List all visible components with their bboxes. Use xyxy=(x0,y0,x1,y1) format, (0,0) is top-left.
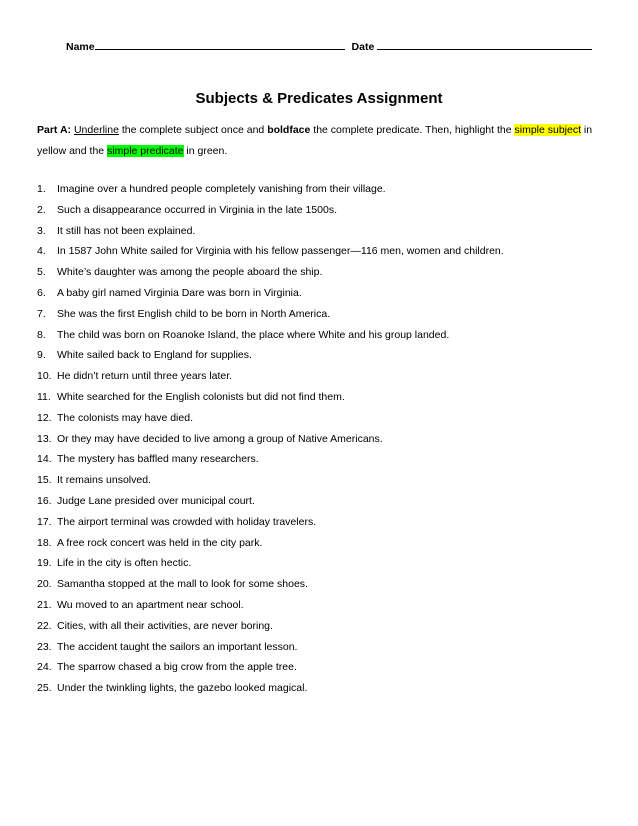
sentence-text: White searched for the English colonists but did not find them. xyxy=(57,390,345,403)
instructions xyxy=(37,120,602,162)
sentence-text: The airport terminal was crowded with holiday travelers. xyxy=(57,515,317,528)
sentence-item xyxy=(37,553,602,574)
sentence-text: Cities, with all their activities, are never boring. xyxy=(57,619,273,632)
sentence-item xyxy=(37,574,602,595)
sentence-text: Imagine over a hundred people completely vanishing from their village. xyxy=(57,183,386,195)
instructions-text-1: the complete subject once and xyxy=(118,124,268,136)
sentence-text: Such a disappearance occurred in Virginia in the late 1500s. xyxy=(57,203,337,216)
sentence-number: 13. xyxy=(37,432,52,445)
sentence-item xyxy=(37,262,602,283)
sentence-item xyxy=(37,512,602,533)
sentence-number: 8. xyxy=(37,328,46,341)
sentence-text: Life in the city is often hectic. xyxy=(57,557,192,570)
sentence-number: 1. xyxy=(37,183,46,195)
sentence-number: 11. xyxy=(37,390,51,403)
sentence-item xyxy=(37,533,602,554)
sentence-number: 14. xyxy=(37,453,52,466)
instructions-text-2: the complete predicate. Then, highlight the xyxy=(310,124,515,136)
sentence-item xyxy=(37,616,602,637)
sentence-text: It remains unsolved. xyxy=(57,474,151,487)
sentence-item xyxy=(37,241,602,262)
date-blank xyxy=(377,38,592,50)
sentence-text: The accident taught the sailors an important lesson. xyxy=(57,640,298,653)
sentence-text: It still has not been explained. xyxy=(57,224,196,237)
sentence-text: A free rock concert was held in the city park. xyxy=(57,536,263,549)
sentence-number: 24. xyxy=(37,661,52,674)
sentence-item xyxy=(37,637,602,658)
sentence-number: 5. xyxy=(37,266,46,279)
instructions-text-4: in green. xyxy=(183,145,228,157)
sentence-text: He didn’t return until three years later. xyxy=(57,370,233,383)
sentence-item xyxy=(37,387,602,408)
sentence-number: 19. xyxy=(37,557,52,570)
sentence-number: 2. xyxy=(37,203,46,216)
sentence-item xyxy=(37,345,602,366)
sentence-text: The mystery has baffled many researchers. xyxy=(57,453,259,466)
sentence-number: 15. xyxy=(37,474,52,487)
sentence-text: Under the twinkling lights, the gazebo looked magical. xyxy=(57,682,308,695)
sentence-item xyxy=(37,678,602,699)
sentence-text: White sailed back to England for supplies. xyxy=(57,349,252,362)
sentence-item xyxy=(37,429,602,450)
sentence-number: 4. xyxy=(37,245,46,258)
page-title: Subjects & Predicates Assignment xyxy=(195,90,443,107)
sentence-item xyxy=(37,325,602,346)
sentence-item xyxy=(37,491,602,512)
sentence-item xyxy=(37,657,602,678)
sentence-text: Wu moved to an apartment near school. xyxy=(57,598,244,611)
name-date-header xyxy=(66,38,592,53)
sentence-list xyxy=(37,179,602,699)
sentence-number: 17. xyxy=(37,515,52,528)
sentence-number: 3. xyxy=(37,224,46,237)
sentence-item xyxy=(37,595,602,616)
date-label: Date xyxy=(351,41,375,53)
sentence-text: The colonists may have died. xyxy=(57,411,193,424)
sentence-text: Judge Lane presided over municipal court. xyxy=(57,494,255,507)
sentence-item xyxy=(37,179,602,200)
sentence-text: In 1587 John White sailed for Virginia with his fellow passenger—116 men, women and children. xyxy=(57,245,504,258)
sentence-number: 22. xyxy=(37,619,52,632)
sentence-number: 9. xyxy=(37,349,46,362)
sentence-item xyxy=(37,200,602,221)
underline-word: Underline xyxy=(73,124,119,136)
sentence-text: She was the first English child to be born in North America. xyxy=(57,307,331,320)
sentence-number: 23. xyxy=(37,640,52,653)
sentence-text: The sparrow chased a big crow from the apple tree. xyxy=(57,661,297,674)
sentence-number: 20. xyxy=(37,578,52,591)
simple-subject-highlight: simple subject xyxy=(514,124,582,136)
sentence-item xyxy=(37,470,602,491)
sentence-text: The child was born on Roanoke Island, the place where White and his group landed. xyxy=(57,328,450,341)
simple-predicate-highlight: simple predicate xyxy=(107,145,184,157)
sentence-number: 25. xyxy=(37,682,52,695)
sentence-number: 21. xyxy=(37,598,52,611)
sentence-item xyxy=(37,449,602,470)
sentence-number: 12. xyxy=(37,411,52,424)
sentence-text: A baby girl named Virginia Dare was born in Virginia. xyxy=(57,286,302,299)
sentence-item xyxy=(37,283,602,304)
name-blank xyxy=(95,38,345,50)
name-label: Name xyxy=(66,41,95,53)
sentence-item xyxy=(37,221,602,242)
sentence-text: Or they may have decided to live among a group of Native Americans. xyxy=(57,432,383,445)
sentence-number: 6. xyxy=(37,286,46,299)
sentence-number: 18. xyxy=(37,536,52,549)
sentence-text: Samantha stopped at the mall to look for some shoes. xyxy=(57,578,308,591)
sentence-number: 7. xyxy=(37,307,46,320)
sentence-item xyxy=(37,304,602,325)
sentence-item xyxy=(37,408,602,429)
instructions-text-3: in yellow and the xyxy=(37,124,593,157)
sentence-item xyxy=(37,366,602,387)
sentence-number: 16. xyxy=(37,494,52,507)
sentence-number: 10. xyxy=(37,370,52,383)
part-label: Part A: xyxy=(37,124,72,136)
boldface-word: boldface xyxy=(267,124,311,136)
sentence-text: White’s daughter was among the people aboard the ship. xyxy=(57,266,323,279)
